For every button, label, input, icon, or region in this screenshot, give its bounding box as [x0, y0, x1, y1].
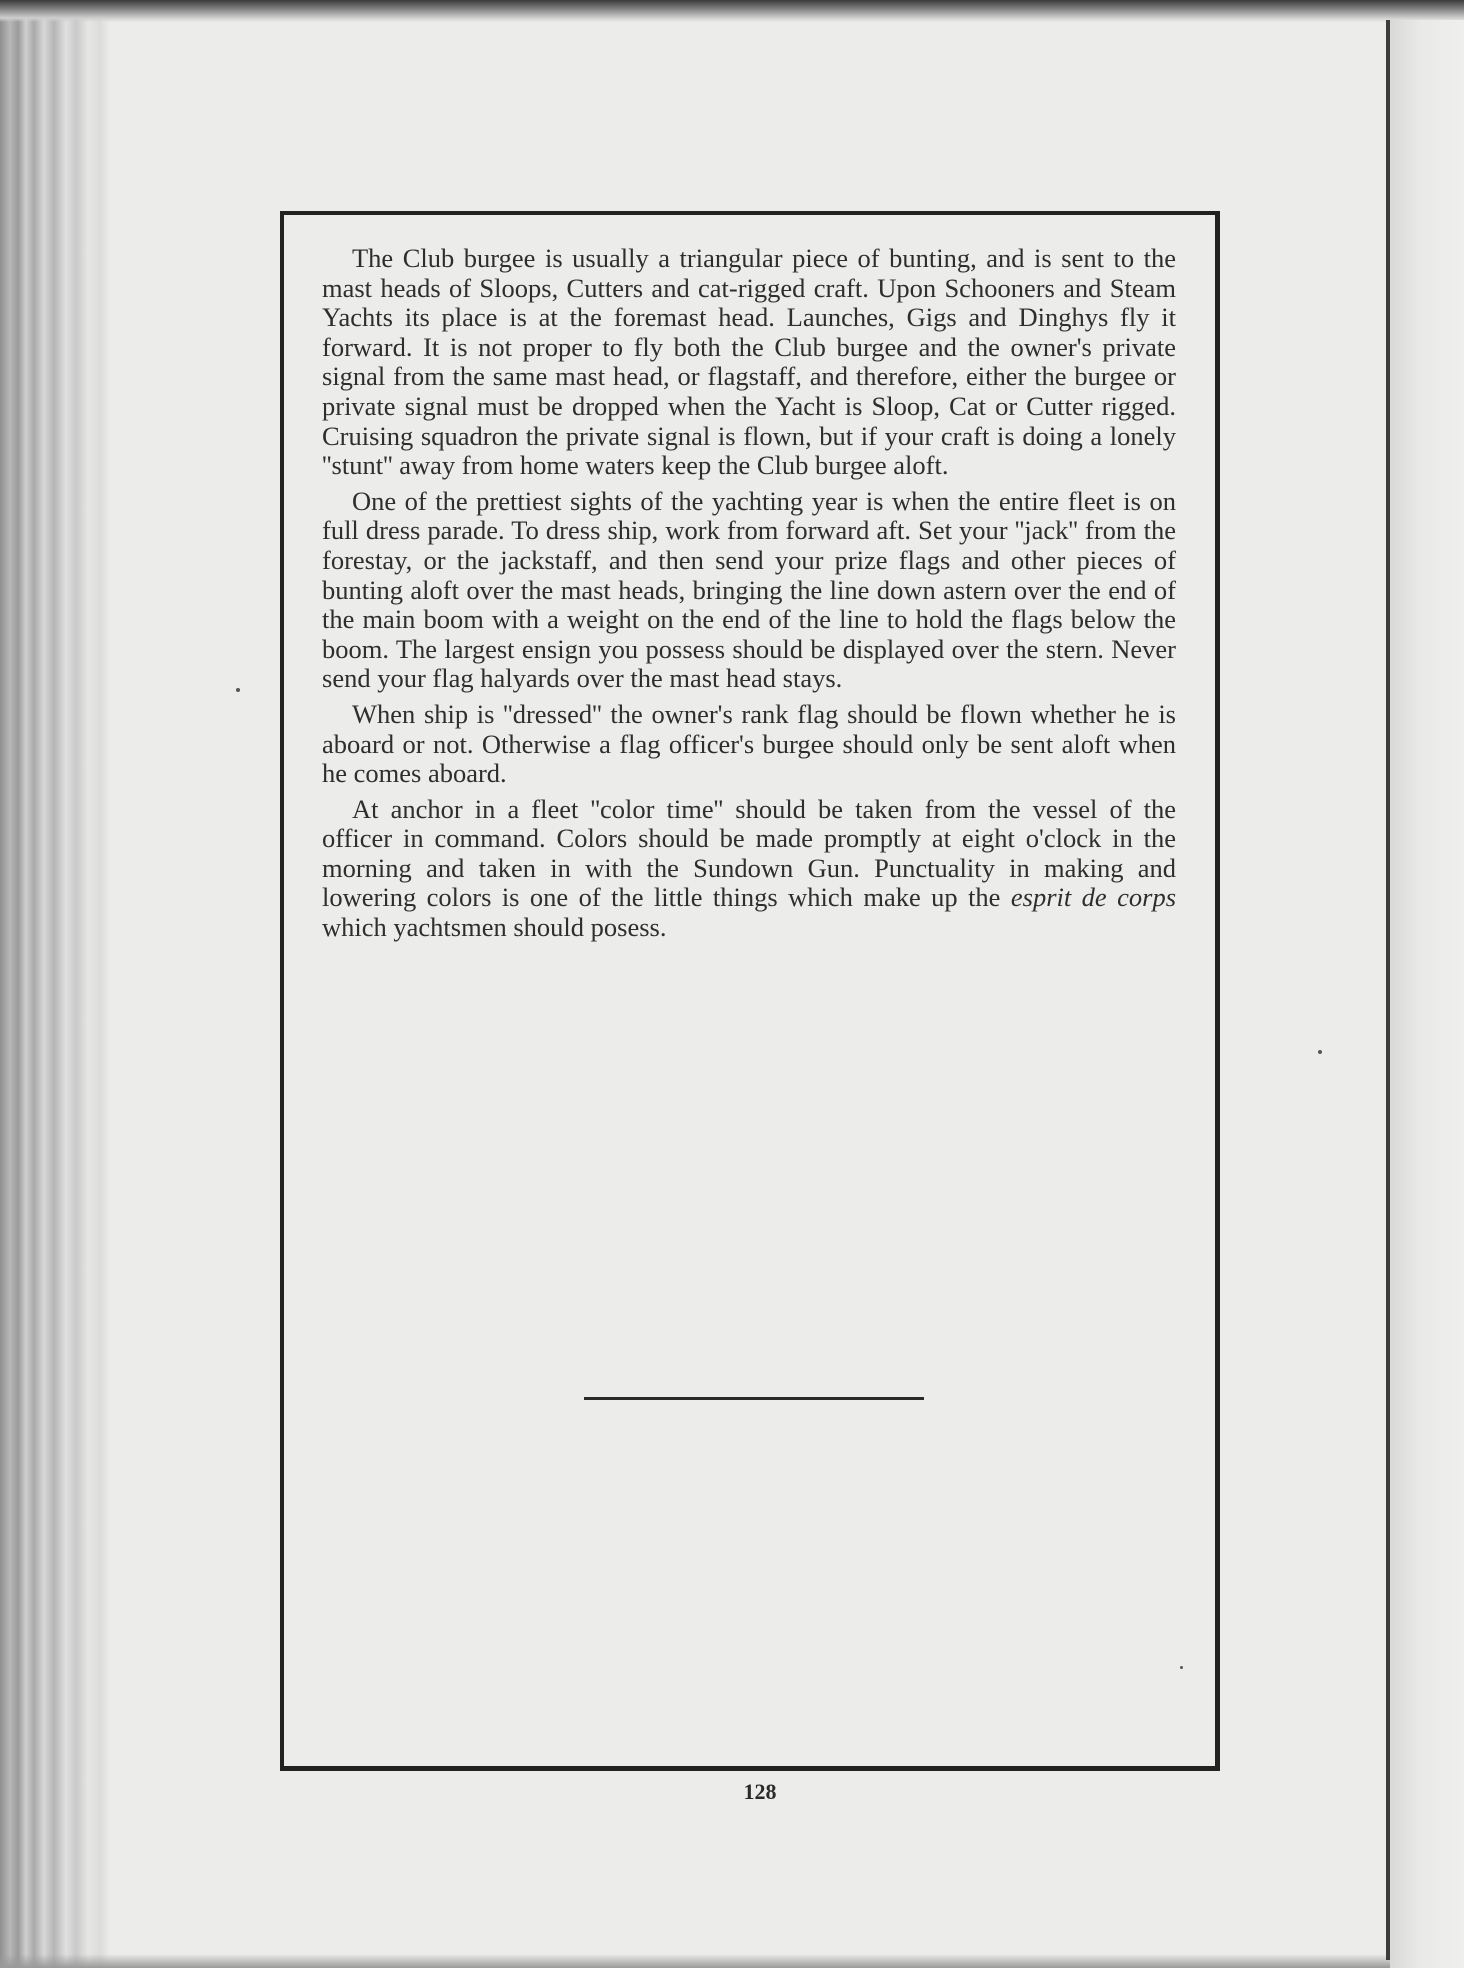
- paragraph-color-time: [322, 795, 1176, 943]
- page-number: 128: [743, 1779, 777, 1804]
- scan-speck: [1318, 1050, 1322, 1054]
- color-time-ending: which yachtsmen should posess.: [322, 912, 667, 943]
- top-scan-shadow: [0, 0, 1464, 22]
- bottom-scan-shadow: [0, 1954, 1464, 1968]
- color-time-text: At anchor in a fleet ''color time'' should be taken from the vessel of the officer in command. Colors should be made promptly at eight o'clock in the morning and taken in with the Sundown Gun. Punctuality in making and lowering colors is one of the little things which make up the: [322, 793, 1176, 913]
- facing-page-edge: [1390, 20, 1464, 1968]
- scan-speck: [1180, 1666, 1183, 1669]
- book-page-edges: [0, 0, 110, 1968]
- esprit-de-corps-italic: esprit de corps: [1010, 882, 1177, 913]
- section-divider-rule: [584, 1397, 924, 1400]
- paragraph-rank-flag: When ship is ''dressed'' the owner's rank flag should be flown whether he is aboard or not. Otherwise a flag officer's burgee should only be sent aloft when he comes aboard.: [322, 698, 1176, 789]
- paragraph-club-burgee: The Club burgee is usually a triangular piece of bunting, and is sent to the mast heads of Sloops, Cutters and cat-rigged craft. Upon Schooners and Steam Yachts its place is at the foremast head. Launches, Gigs and Dinghys fly it forward. It is not proper to fly both the Club burgee and the owner's private signal from the same mast head, or flagstaff, and therefore, either the burgee or private signal must be dropped when the Yacht is Sloop, Cat or Cutter rigged. Cruising squadron the private signal is flown, but if your craft is doing a lonely ''stunt'' away from home waters keep the Club burgee aloft.: [322, 243, 1176, 481]
- scan-speck: [236, 688, 240, 692]
- paragraph-dress-ship: One of the prettiest sights of the yachting year is when the entire fleet is on full dress parade. To dress ship, work from forward aft. Set your ''jack'' from the forestay, or the jackstaff, and then send your prize flags and other pieces of bunting aloft over the mast heads, bringing the line down astern over the end of the main boom with a weight on the end of the line to hold the flags below the boom. The largest ensign you possess should be displayed over the stern. Never send your flag halyards over the mast head stays.: [322, 485, 1176, 694]
- body-text: [322, 244, 1176, 949]
